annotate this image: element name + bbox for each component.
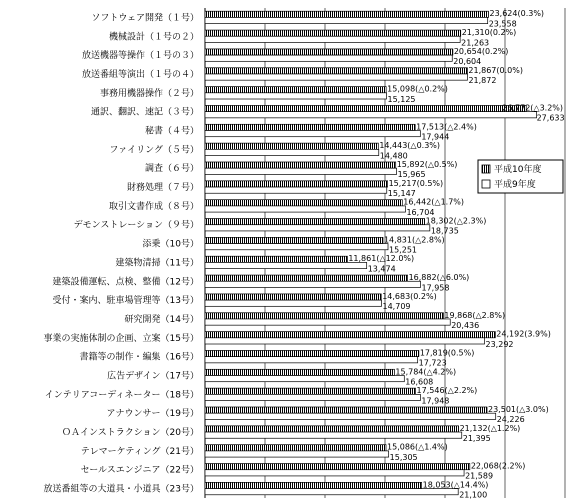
category-label: 受付・案内、駐車場管理等（13号） (52, 296, 199, 307)
category-label: セールスエンジニア（22号） (80, 465, 199, 476)
bar-h9 (205, 319, 450, 325)
value-label-h9: 21,872 (468, 75, 497, 85)
category-label: ファイリング（５号） (109, 145, 199, 156)
value-label-h10: 17,819(0.5%) (419, 348, 475, 358)
legend-label-h10: 平成10年度 (494, 165, 542, 175)
bar-h9 (205, 489, 458, 495)
value-label-h9: 17,944 (421, 132, 450, 142)
category-label: 財務処理（７号） (126, 183, 199, 194)
value-label-h9: 15,147 (387, 189, 416, 199)
category-label: 研究開発（14号） (124, 314, 199, 325)
bar-h10 (205, 275, 408, 281)
value-label-h10: 21,132(△1.2%) (459, 423, 521, 433)
category-label: 建築物清掃（11号） (115, 258, 199, 269)
value-label-h10: 22,068(2.2%) (470, 461, 526, 471)
bar-h10 (205, 200, 402, 206)
bar-h9 (205, 131, 420, 137)
bar-h9 (205, 168, 397, 174)
legend-label-h9: 平成9年度 (494, 180, 536, 190)
value-label-h9: 13,474 (367, 264, 396, 274)
bar-h10 (205, 388, 416, 394)
bar-h10 (205, 124, 415, 130)
bar-h9 (205, 300, 382, 306)
value-label-h10: 14,683(0.2%) (382, 291, 437, 301)
category-label: 機械設計（１号の２） (108, 32, 199, 43)
bar-h10 (205, 162, 396, 168)
bar-h9 (205, 394, 420, 400)
bar-h10 (205, 464, 470, 470)
value-label-h9: 23,292 (485, 339, 514, 349)
bar-h9 (205, 262, 367, 268)
value-label-h10: 23,624(0.3%) (489, 9, 545, 19)
category-label: 建築設備運転、点検、整備（12号） (52, 277, 199, 288)
value-label-h9: 14,480 (379, 151, 408, 161)
value-label-h10: 15,086(△1.4%) (387, 442, 448, 452)
bar-h9 (205, 206, 405, 212)
bar-h10 (205, 143, 378, 149)
bar-h10 (205, 105, 526, 111)
category-label: 添乗（10号） (142, 239, 199, 250)
bar-h9 (205, 187, 387, 193)
bar-h10 (205, 219, 425, 225)
value-label-h10: 15,784(△4.2%) (395, 367, 457, 377)
category-label: ＯＡインストラクション（20号） (61, 428, 199, 439)
bar-h9 (205, 244, 388, 250)
bar-h9 (205, 376, 404, 382)
bar-h9 (205, 112, 537, 118)
category-label: デモンストレーション（９号） (73, 220, 199, 231)
bar-h10 (205, 256, 347, 262)
bar-h9 (205, 225, 430, 231)
bar-h9 (205, 17, 488, 23)
value-label-h9: 17,723 (418, 358, 447, 368)
bar-h9 (205, 281, 420, 287)
value-label-h9: 16,704 (406, 207, 435, 217)
bar-h9 (205, 74, 467, 80)
bar-h10 (205, 11, 488, 17)
bar-h10 (205, 332, 495, 338)
category-label: 放送機器等操作（１号の３） (81, 51, 199, 62)
value-label-h9: 15,965 (397, 170, 426, 180)
bar-h9 (205, 432, 462, 438)
value-label-h9: 14,709 (382, 302, 411, 312)
value-label-h10: 26,772(△3.2%) (502, 103, 564, 113)
value-label-h10: 21,310(0.2%) (461, 28, 517, 38)
value-label-h10: 18,053(△14.4%) (422, 480, 489, 490)
bar-h9 (205, 338, 485, 344)
value-label-h9: 15,125 (387, 94, 416, 104)
category-label: 放送番組等の大道具・小道具（23号） (43, 484, 199, 495)
value-label-h9: 27,633 (536, 113, 565, 123)
bar-h10 (205, 49, 453, 55)
value-label-h10: 20,654(0.2%) (453, 46, 509, 56)
bar-h10 (205, 294, 381, 300)
category-label: 広告デザイン（17号） (107, 371, 199, 382)
value-label-h9: 15,251 (389, 245, 418, 255)
value-label-h9: 24,226 (496, 415, 525, 425)
bar-h10 (205, 350, 419, 356)
bar-h9 (205, 93, 387, 99)
bar-h10 (205, 313, 443, 319)
bar-h9 (205, 55, 452, 61)
bar-h10 (205, 181, 388, 187)
bar-h10 (205, 237, 383, 243)
category-label: 調査（６号） (144, 164, 199, 175)
value-label-h10: 19,868(△2.8%) (444, 310, 506, 320)
category-label: ソフトウェア開発（１号） (91, 13, 199, 24)
value-label-h9: 17,948 (421, 396, 450, 406)
bar-h9 (205, 36, 460, 42)
bar-h9 (205, 357, 418, 363)
category-label: アナウンサー（19号） (106, 409, 199, 420)
category-label: 放送番組等演出（１号の４） (81, 69, 199, 80)
legend-swatch-h9 (482, 180, 490, 188)
bar-h10 (205, 68, 467, 74)
bar-h10 (205, 87, 386, 93)
value-label-h9: 21,100 (459, 490, 488, 500)
bar-h9 (205, 470, 464, 476)
value-label-h9: 21,263 (461, 38, 490, 48)
value-label-h10: 16,882(△6.0%) (408, 273, 470, 283)
category-label: 事業の実施体制の企画、立案（15号） (43, 333, 199, 344)
bar-h10 (205, 445, 386, 451)
value-label-h10: 16,442(△1.7%) (403, 197, 465, 207)
bar-h9 (205, 413, 496, 419)
value-label-h10: 14,831(△2.8%) (383, 235, 445, 245)
value-label-h10: 17,546(△2.2%) (416, 386, 478, 396)
value-label-h9: 23,558 (488, 19, 517, 29)
category-label: インテリアコーディネーター（18号） (44, 390, 199, 401)
value-label-h9: 20,436 (451, 320, 480, 330)
value-label-h9: 15,305 (389, 452, 418, 462)
value-label-h9: 21,589 (465, 471, 494, 481)
category-label: テレマーケティング（21号） (80, 446, 199, 457)
category-label: 書籍等の制作・編集（16号） (79, 352, 199, 363)
value-label-h10: 15,217(0.5%) (388, 178, 444, 188)
bar-h10 (205, 407, 487, 413)
category-labels (44, 11, 199, 494)
value-label-h10: 17,513(△2.4%) (416, 122, 477, 132)
bar-h10 (205, 369, 394, 375)
value-label-h9: 18,735 (430, 226, 459, 236)
value-label-h9: 20,604 (453, 57, 482, 67)
value-label-h10: 14,443(△0.3%) (379, 141, 441, 151)
value-label-h10: 18,302(△2.3%) (425, 216, 487, 226)
value-label-h9: 17,958 (421, 283, 450, 293)
category-label: 通訳、翻訳、速記（３号） (90, 107, 199, 118)
value-label-h10: 11,861(△12.0%) (348, 254, 415, 264)
legend-swatch-h10 (482, 165, 490, 173)
category-label: 事務用機器操作（２号） (99, 88, 199, 99)
bar-h9 (205, 451, 389, 457)
bar-h10 (205, 482, 422, 488)
value-label-h10: 23,501(△3.0%) (488, 404, 549, 414)
bar-h10 (205, 426, 459, 432)
value-label-h9: 21,395 (462, 434, 491, 444)
value-label-h10: 21,867(0.0%) (468, 65, 523, 75)
bar-h9 (205, 149, 379, 155)
category-label: 秘書（４号） (144, 126, 199, 137)
bar-h10 (205, 30, 461, 36)
value-label-h10: 15,098(△0.2%) (387, 84, 448, 94)
category-label: 取引文書作成（８号） (108, 201, 199, 212)
value-label-h10: 24,192(3.9%) (496, 329, 551, 339)
legend (478, 160, 563, 193)
value-label-h9: 16,608 (405, 377, 434, 387)
value-label-h10: 15,892(△0.5%) (396, 159, 458, 169)
